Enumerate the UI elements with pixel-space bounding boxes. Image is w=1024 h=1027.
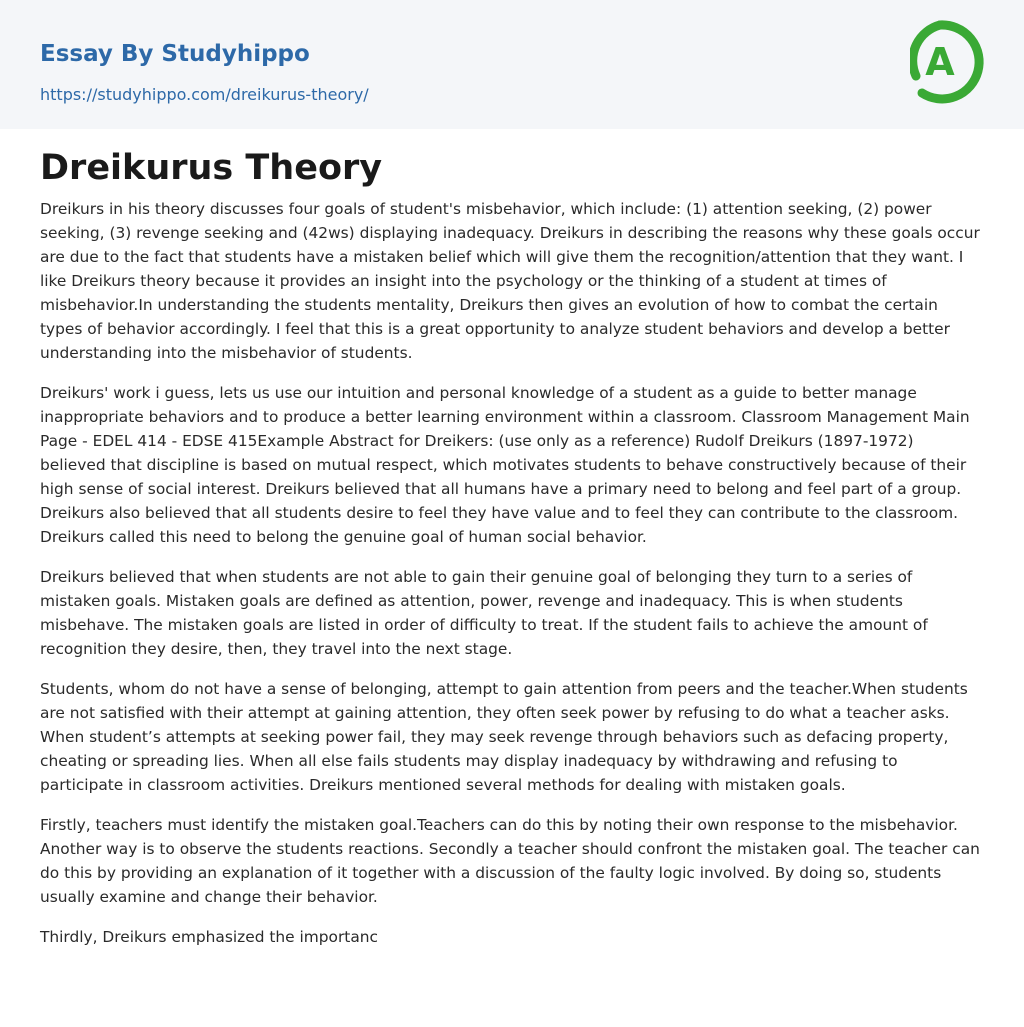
- page-url-link[interactable]: https://studyhippo.com/dreikurus-theory/: [40, 85, 369, 104]
- site-header: [0, 0, 1024, 129]
- article-paragraph: Dreikurs' work i guess, lets us use our intuition and personal knowledge of a student as a guide to better manage inappropriate behaviors and to produce a better learning environment within a classroom. Classroom Management Main Page - EDEL 414 - EDSE 415Example Abstract for Dreikers: (use only as a reference) Rudolf Dreikurs (1897-1972) believed that discipline is based on mutual respect, which motivates students to behave constructively because of their high sense of social interest. Dreikurs believed that all humans have a primary need to belong and feel part of a group. Dreikurs also believed that all students desire to feel they have value and to feel they can contribute to the classroom. Dreikurs called this need to belong the genuine goal of human social behavior.: [40, 384, 970, 546]
- brand-title[interactable]: Essay By Studyhippo: [40, 41, 310, 67]
- logo-letter: A: [925, 40, 955, 84]
- article-title: Dreikurus Theory: [40, 148, 383, 188]
- article-paragraph: Students, whom do not have a sense of belonging, attempt to gain attention from peers and the teacher.When students are not satisfied with their attempt at gaining attention, they often seek power by refusing to do what a teacher asks. When student’s attempts at seeking power fail, they may seek revenge through behaviors such as defacing property, cheating or spreading lies. When all else fails students may display inadequacy by withdrawing and refusing to participate in classroom activities. Dreikurs mentioned several methods for dealing with mistaken goals.: [40, 680, 968, 794]
- article: [40, 145, 984, 965]
- logo-icon[interactable]: [910, 18, 988, 106]
- article-paragraph: Firstly, teachers must identify the mistaken goal.Teachers can do this by noting their own response to the misbehavior. Another way is to observe the students reactions. Secondly a teacher should confront the mistaken goal. The teacher can do this by providing an explanation of it together with a discussion of the faulty logic involved. By doing so, students usually examine and change their behavior.: [40, 816, 980, 906]
- article-paragraph: Dreikurs in his theory discusses four goals of student's misbehavior, which include: (1) attention seeking, (2) power seeking, (3) revenge seeking and (42ws) displaying inadequacy. Dreikurs in describing the reasons why these goals occur are due to the fact that students have a mistaken belief which will give them the recognition/attention that they want. I like Dreikurs theory because it provides an insight into the psychology or the thinking of a student at times of misbehavior.In understanding the students mentality, Dreikurs then gives an evolution of how to combat the certain types of behavior accordingly. I feel that this is a great opportunity to analyze student behaviors and develop a better understanding into the misbehavior of students.: [40, 200, 980, 362]
- article-paragraph: Thirdly, Dreikurs emphasized the importanc: [40, 928, 378, 946]
- article-paragraph: Dreikurs believed that when students are not able to gain their genuine goal of belonging they turn to a series of mistaken goals. Mistaken goals are defined as attention, power, revenge and inadequacy. This is when students misbehave. The mistaken goals are listed in order of difficulty to treat. If the student fails to achieve the amount of recognition they desire, then, they travel into the next stage.: [40, 568, 928, 658]
